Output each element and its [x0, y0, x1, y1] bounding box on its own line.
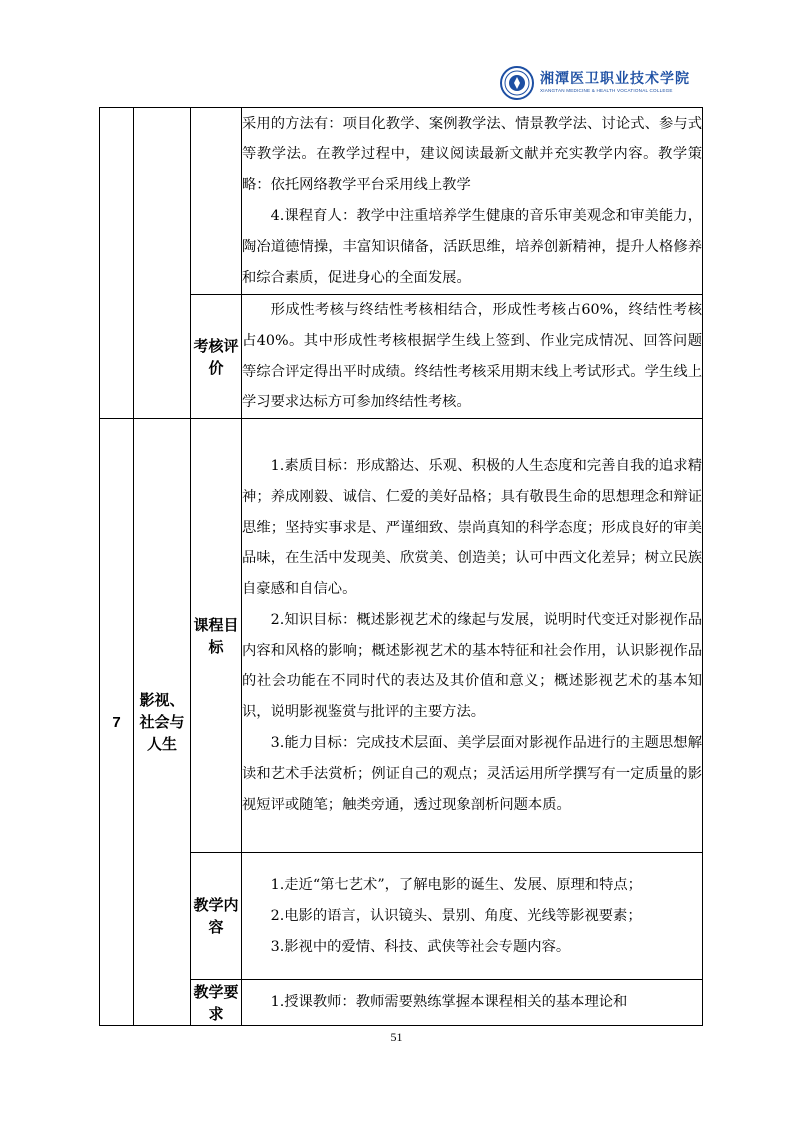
teaching-requirement-cell [242, 980, 703, 1026]
course-name-cell-prev [134, 108, 191, 419]
teaching-method-cell [242, 108, 703, 295]
content-item-3: 3.影视中的爱情、科技、武侠等社会专题内容。 [270, 938, 571, 955]
table-row [100, 853, 703, 980]
teaching-content-label: 教学内容 [191, 853, 242, 980]
page-number: 51 [390, 1030, 403, 1044]
content-item-2: 2.电影的语言，认识镜头、景别、角度、光线等影视要素； [270, 907, 642, 924]
course-number: 7 [100, 419, 134, 1026]
number-cell-prev [100, 108, 134, 419]
table-row [100, 108, 703, 295]
goal-quality-text: 1.素质目标：形成豁达、乐观、积极的人生态度和完善自我的追求精神；养成刚毅、诚信、仁爱的美好品格；具有敬畏生命的思想理念和辩证思维；坚持实事求是、严谨细致、崇尚真知的科学态度；形成良好的审美品味，在生活中发现美、欣赏美、创造美；认可中西文化差异；树立民族自豪感和自信心。 [242, 457, 702, 598]
course-goal-cell [242, 419, 703, 853]
table-row [100, 980, 703, 1026]
college-emblem-icon [500, 66, 534, 100]
logo-chinese-name: 湘潭医卫职业技术学院 [540, 71, 690, 88]
assessment-text: 形成性考核与终结性考核相结合，形成性考核占60%，终结性考核占40%。其中形成性考核根据学生线上签到、作业完成情况、回答问题等综合评定得出平时成绩。终结性考核采用期末线上考试形式。学生线上学习要求达标方可参加终结性考核。 [242, 302, 702, 411]
goal-ability-text: 3.能力目标：完成技术层面、美学层面对影视作品进行的主题思想解读和艺术手法赏析；例证自己的观点；灵活运用所学撰写有一定质量的影视短评或随笔；触类旁通，透过现象剖析问题本质。 [242, 735, 702, 813]
assessment-label: 考核评价 [191, 295, 242, 419]
requirement-text: 1.授课教师：教师需要熟练掌握本课程相关的基本理论和 [270, 994, 628, 1011]
goal-knowledge-text: 2.知识目标：概述影视艺术的缘起与发展，说明时代变迁对影视作品内容和风格的影响；概述影视艺术的基本特征和社会作用，认识影视作品的社会功能在不同时代的表达及其价值和意义；概述影视艺术的基本知识，说明影视鉴赏与批评的主要方法。 [242, 611, 702, 721]
teaching-method-text: 采用的方法有：项目化教学、案例教学法、情景教学法、讨论式、参与式等教学法。在教学过程中，建议阅读最新文献并充实教学内容。教学策略：依托网络教学平台采用线上教学 [242, 115, 702, 194]
teaching-content-cell [242, 853, 703, 980]
table-row [100, 295, 703, 419]
course-table [99, 107, 703, 1026]
teaching-requirement-label: 教学要求 [191, 980, 242, 1026]
content-item-1: 1.走近“第七艺术”，了解电影的诞生、发展、原理和特点； [270, 876, 642, 893]
logo-english-name: XIANGTAN MEDICINE & HEALTH VOCATIONAL COLLEGE [540, 88, 673, 94]
table-row [100, 419, 703, 853]
course-goal-label: 课程目标 [191, 419, 242, 853]
course-education-text: 4.课程育人：教学中注重培养学生健康的音乐审美观念和审美能力，陶冶道德情操，丰富知识储备，活跃思维，培养创新精神，提升人格修养和综合素质，促进身心的全面发展。 [242, 208, 702, 286]
course-name: 影视、社会与人生 [134, 419, 191, 1026]
college-logo [500, 66, 690, 100]
assessment-cell [242, 295, 703, 419]
label-cell-prev [191, 108, 242, 295]
